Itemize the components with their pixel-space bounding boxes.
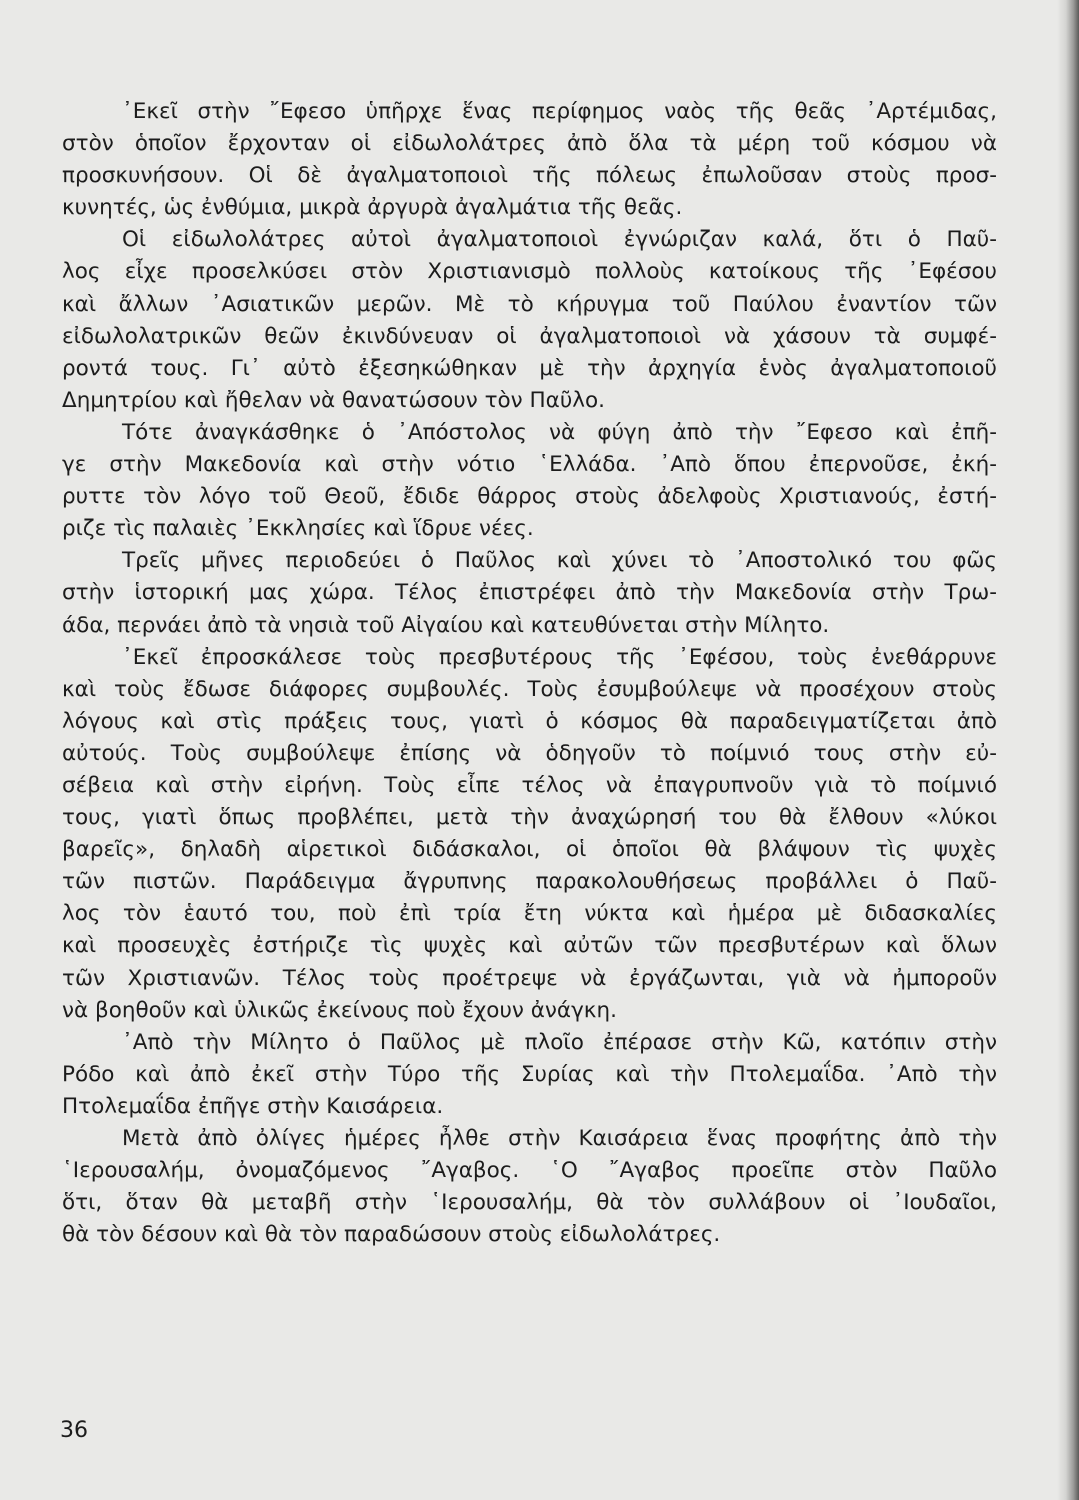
text-line: Δημητρίου καὶ ἤθελαν νὰ θανατώσουν τὸν Παῦλο. — [62, 387, 606, 413]
text-line: στὸν ὁποῖον ἔρχονταν οἱ εἰδωλολάτρες ἀπὸ ὅλα τὰ μέρη τοῦ κόσμου νὰ — [62, 131, 997, 157]
page-number: 36 — [60, 1418, 88, 1443]
text-line: Τρεῖς μῆνες περιοδεύει ὁ Παῦλος καὶ χύνει τὸ ᾿Αποστολικό του φῶς — [122, 548, 997, 574]
text-line: Τότε ἀναγκάσθηκε ὁ ᾿Απόστολος νὰ φύγη ἀπὸ τὴν ῎Εφεσο καὶ ἐπῆ- — [122, 419, 997, 445]
text-line: αὐτούς. Τοὺς συμβούλεψε ἐπίσης νὰ ὁδηγοῦν τὸ ποίμνιό τους στὴν εὐ- — [62, 740, 997, 766]
text-line: τῶν Χριστιανῶν. Τέλος τοὺς προέτρεψε νὰ ἐργάζωνται, γιὰ νὰ ἠμποροῦν — [62, 965, 997, 991]
text-line: ῾Ιερουσαλήμ, ὀνομαζόμενος ῎Αγαβος. ῾Ο ῎Αγαβος προεῖπε στὸν Παῦλο — [62, 1158, 997, 1184]
paragraph — [62, 545, 997, 641]
text-line: Πτολεμαΐδα ἐπῆγε στὴν Καισάρεια. — [62, 1093, 444, 1119]
text-line: βαρεῖς», δηλαδὴ αἱρετικοὶ διδάσκαλοι, οἱ ὁποῖοι θὰ βλάψουν τὶς ψυχὲς — [62, 837, 997, 863]
text-line: λος εἶχε προσελκύσει στὸν Χριστιανισμὸ πολλοὺς κατοίκους τῆς ᾿Εφέσου — [62, 259, 997, 285]
text-line: Οἱ εἰδωλολάτρες αὐτοὶ ἀγαλματοποιοὶ ἐγνώριζαν καλά, ὅτι ὁ Παῦ- — [122, 227, 997, 253]
text-line: ᾿Εκεῖ στὴν ῎Εφεσο ὑπῆρχε ἕνας περίφημος ναὸς τῆς θεᾶς ᾿Αρτέμιδας, — [122, 99, 997, 124]
text-line: σέβεια καὶ στὴν εἰρήνη. Τοὺς εἶπε τέλος νὰ ἐπαγρυπνοῦν γιὰ τὸ ποίμνιό — [62, 772, 997, 798]
paragraph — [62, 1027, 997, 1123]
text-line: καὶ ἄλλων ᾿Ασιατικῶν μερῶν. Μὲ τὸ κήρυγμα τοῦ Παύλου ἐναντίον τῶν — [62, 291, 997, 317]
paragraph — [62, 1123, 997, 1251]
text-line: γε στὴν Μακεδονία καὶ στὴν νότιο ῾Ελλάδα. ᾿Απὸ ὅπου ἐπερνοῦσε, ἐκή- — [62, 452, 997, 478]
paragraph — [62, 224, 997, 417]
text-line: καὶ προσευχὲς ἐστήριζε τὶς ψυχὲς καὶ αὐτῶν τῶν πρεσβυτέρων καὶ ὅλων — [62, 933, 997, 959]
text-line: κυνητές, ὡς ἐνθύμια, μικρὰ ἀργυρὰ ἀγαλμάτια τῆς θεᾶς. — [62, 195, 683, 221]
text-line: ᾿Απὸ τὴν Μίλητο ὁ Παῦλος μὲ πλοῖο ἐπέρασε στὴν Κῶ, κατόπιν στὴν — [122, 1029, 997, 1055]
text-line: ρυττε τὸν λόγο τοῦ Θεοῦ, ἔδιδε θάρρος στοὺς ἀδελφοὺς Χριστιανούς, ἐστή- — [62, 484, 997, 510]
text-line: λόγους καὶ στὶς πράξεις τους, γιατὶ ὁ κόσμος θὰ παραδειγματίζεται ἀπὸ — [62, 708, 997, 734]
text-line: τῶν πιστῶν. Παράδειγμα ἄγρυπνης παρακολουθήσεως προβάλλει ὁ Παῦ- — [62, 869, 997, 895]
text-line: εἰδωλολατρικῶν θεῶν ἐκινδύνευαν οἱ ἀγαλματοποιοὶ νὰ χάσουν τὰ συμφέ- — [62, 323, 997, 349]
text-line: άδα, περνάει ἀπὸ τὰ νησιὰ τοῦ Αἰγαίου καὶ κατευθύνεται στὴν Μίλητο. — [62, 612, 830, 638]
text-line: ᾿Εκεῖ ἐπροσκάλεσε τοὺς πρεσβυτέρους τῆς ᾿Εφέσου, τοὺς ἐνεθάρρυνε — [122, 644, 997, 670]
paragraph — [62, 417, 997, 545]
text-line: ροντά τους. Γι᾿ αὐτὸ ἐξεσηκώθηκαν μὲ τὴν ἀρχηγία ἑνὸς ἀγαλματοποιοῦ — [62, 355, 997, 381]
paragraph — [62, 96, 997, 224]
text-line: θὰ τὸν δέσουν καὶ θὰ τὸν παραδώσουν στοὺς εἰδωλολάτρες. — [62, 1222, 721, 1248]
text-line: τους, γιατὶ ὅπως προβλέπει, μετὰ τὴν ἀναχώρησή του θὰ ἔλθουν «λύκοι — [62, 805, 997, 831]
text-line: ριζε τὶς παλαιὲς ᾿Εκκλησίες καὶ ἵδρυε νέες. — [62, 516, 534, 542]
text-line: ὅτι, ὅταν θὰ μεταβῆ στὴν ῾Ιερουσαλήμ, θὰ τὸν συλλάβουν οἱ ᾿Ιουδαῖοι, — [62, 1190, 997, 1216]
text-line: στὴν ἱστορική μας χώρα. Τέλος ἐπιστρέφει ἀπὸ τὴν Μακεδονία στὴν Τρω- — [62, 580, 997, 606]
text-line: καὶ τοὺς ἔδωσε διάφορες συμβουλές. Τοὺς ἐσυμβούλεψε νὰ προσέχουν στοὺς — [62, 676, 997, 702]
text-line: προσκυνήσουν. Οἱ δὲ ἀγαλματοποιοὶ τῆς πόλεως ἐπωλοῦσαν στοὺς προσ- — [62, 163, 997, 189]
text-line: λος τὸν ἑαυτό του, ποὺ ἐπὶ τρία ἔτη νύκτα καὶ ἡμέρα μὲ διδασκαλίες — [62, 901, 997, 927]
text-line: Ρόδο καὶ ἀπὸ ἐκεῖ στὴν Τύρο τῆς Συρίας καὶ τὴν Πτολεμαΐδα. ᾿Απὸ τὴν — [62, 1061, 997, 1087]
body-text — [62, 96, 997, 1251]
text-line: νὰ βοηθοῦν καὶ ὑλικῶς ἐκείνους ποὺ ἔχουν ἀνάγκη. — [62, 997, 617, 1023]
text-line: Μετὰ ἀπὸ ὀλίγες ἡμέρες ἦλθε στὴν Καισάρεια ἕνας προφήτης ἀπὸ τὴν — [122, 1126, 997, 1151]
page-edge-shadow — [1057, 0, 1079, 1500]
paragraph — [62, 642, 997, 1027]
